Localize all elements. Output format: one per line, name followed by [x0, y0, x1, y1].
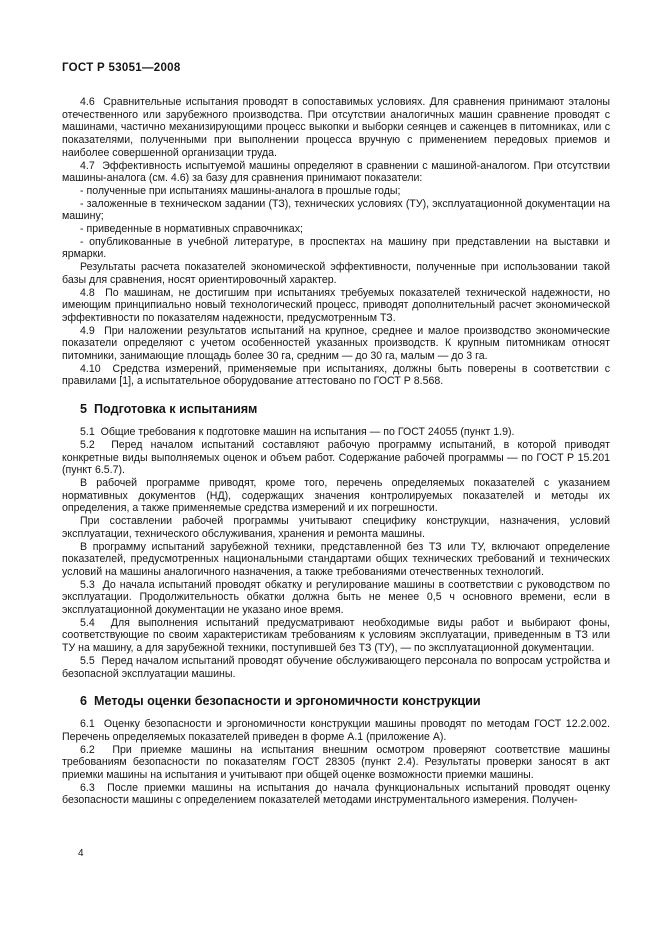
paragraph-4-9: 4.9 При наложении результатов испытаний на крупное, среднее и малое производство экономические показатели определяют с учетом особенностей указанных производств. К крупным питомникам относят питомники, занимающие площадь более 30 га, средним — до 30 га, малым — до 3 га. — [62, 324, 610, 363]
paragraph-5-2: 5.2 Перед началом испытаний составляют рабочую программу испытаний, в которой приводят конкретные виды выполняемых оценок и объем работ. Содержание рабочей программы — по ГОСТ Р 15.201 (пункт 6.5.7). — [62, 438, 610, 477]
document-header: ГОСТ Р 53051—2008 — [62, 62, 181, 74]
paragraph-5-5: 5.5 Перед началом испытаний проводят обучение обслуживающего персонала по вопросам устройства и безопасной эксплуатации машины. — [62, 654, 610, 680]
paragraph-5-3: 5.3 До начала испытаний проводят обкатку и регулирование машины в соответствии с руководством по эксплуатации. Продолжительность обкатки должна быть не менее 0,5 ч основного времени, если в эксплуатационной документации не указано иное время. — [62, 578, 610, 617]
paragraph-4-10: 4.10 Средства измерений, применяемые при испытаниях, должны быть поверены в соответствии с правилами [1], а испытательное оборудование аттестовано по ГОСТ Р 8.568. — [62, 362, 610, 388]
list-item: - опубликованные в учебной литературе, в проспектах на машину при представлении на выставки и ярмарки. — [62, 235, 610, 261]
paragraph: В рабочей программе приводят, кроме того, перечень определяемых показателей с указанием нормативных документов (НД), содержащих значения контролируемых показателей и методы их определения, а также применяемые средства измерений и их погрешности. — [62, 476, 610, 515]
section-heading-6: 6 Методы оценки безопасности и эргономичности конструкции — [80, 694, 481, 709]
paragraph-6-1: 6.1 Оценку безопасности и эргономичности конструкции машины проводят по методам ГОСТ 12.2.002. Перечень определяемых показателей приведен в форме А.1 (приложение А). — [62, 718, 610, 743]
paragraph: Результаты расчета показателей экономической эффективности, полученные при использовании такой базы для сравнения, носят ориентировочный характер. — [62, 261, 610, 286]
list-item: - заложенные в техническом задании (ТЗ), технических условиях (ТУ), эксплуатационной документации на машину; — [62, 197, 610, 223]
paragraph-4-8: 4.8 По машинам, не достигшим при испытаниях требуемых показателей технической надежности, но имеющим принципиально новый технологический процесс, приводят дополнительный расчет экономической эффективности по показателям надежности, предусмотренным ТЗ. — [62, 286, 610, 324]
paragraph-4-6: 4.6 Сравнительные испытания проводят в сопоставимых условиях. Для сравнения принимают эталоны отечественного или зарубежного производства. При отсутствии аналогичных машин сравнение проводят с машинами, частично механизирующими процесс выкопки и выборки сеянцев и саженцев в питомниках, или с показателями, полученными при выполнении процесса вручную с применением передовых приемов и наиболее совершенной организации труда. — [62, 96, 610, 159]
paragraph: В программу испытаний зарубежной техники, представленной без ТЗ или ТУ, включают определение показателей, предусмотренных национальными стандартами общих технических требований и технических условий на машины аналогичного назначения, а также требованиями отечественных технологий. — [62, 540, 610, 578]
list-item: - приведенные в нормативных справочниках; — [80, 223, 303, 236]
paragraph: При составлении рабочей программы учитывают специфику конструкции, назначения, условий эксплуатации, технического обслуживания, хранения и ремонта машины. — [62, 515, 610, 540]
page-number: 4 — [78, 848, 84, 859]
paragraph-4-7: 4.7 Эффективность испытуемой машины определяют в сравнении с машиной-аналогом. При отсутствии машины-аналога (см. 4.6) за базу для сравнения принимают показатели: — [62, 159, 610, 185]
section-heading-5: 5 Подготовка к испытаниям — [80, 402, 258, 417]
list-item: - полученные при испытаниях машины-аналога в прошлые годы; — [80, 184, 401, 197]
paragraph-6-2: 6.2 При приемке машины на испытания внешним осмотром проверяют соответствие машины требованиям безопасности по показателям ГОСТ 28305 (пункт 2.4). Результаты проверки заносят в акт приемки машины на испытания и учитывают при общей оценке возможности приемки машины. — [62, 743, 610, 782]
text-column — [62, 62, 610, 807]
paragraph-5-4: 5.4 Для выполнения испытаний предусматривают необходимые виды работ и выбирают фоны, соответствующие по своим характеристикам требованиям к условиям эксплуатации, приведенным в ТЗ или ТУ на машину, а для зарубежной техники, поступившей без ТЗ (ТУ), — по эксплуатационной документации. — [62, 616, 610, 655]
paragraph-5-1: 5.1 Общие требования к подготовке машин на испытания — по ГОСТ 24055 (пункт 1.9). — [80, 426, 515, 439]
paragraph-6-3: 6.3 После приемки машины на испытания до начала функциональных испытаний проводят оценку безопасности машины с определением показателей методами инструментального измерения. Получен- — [62, 781, 610, 807]
